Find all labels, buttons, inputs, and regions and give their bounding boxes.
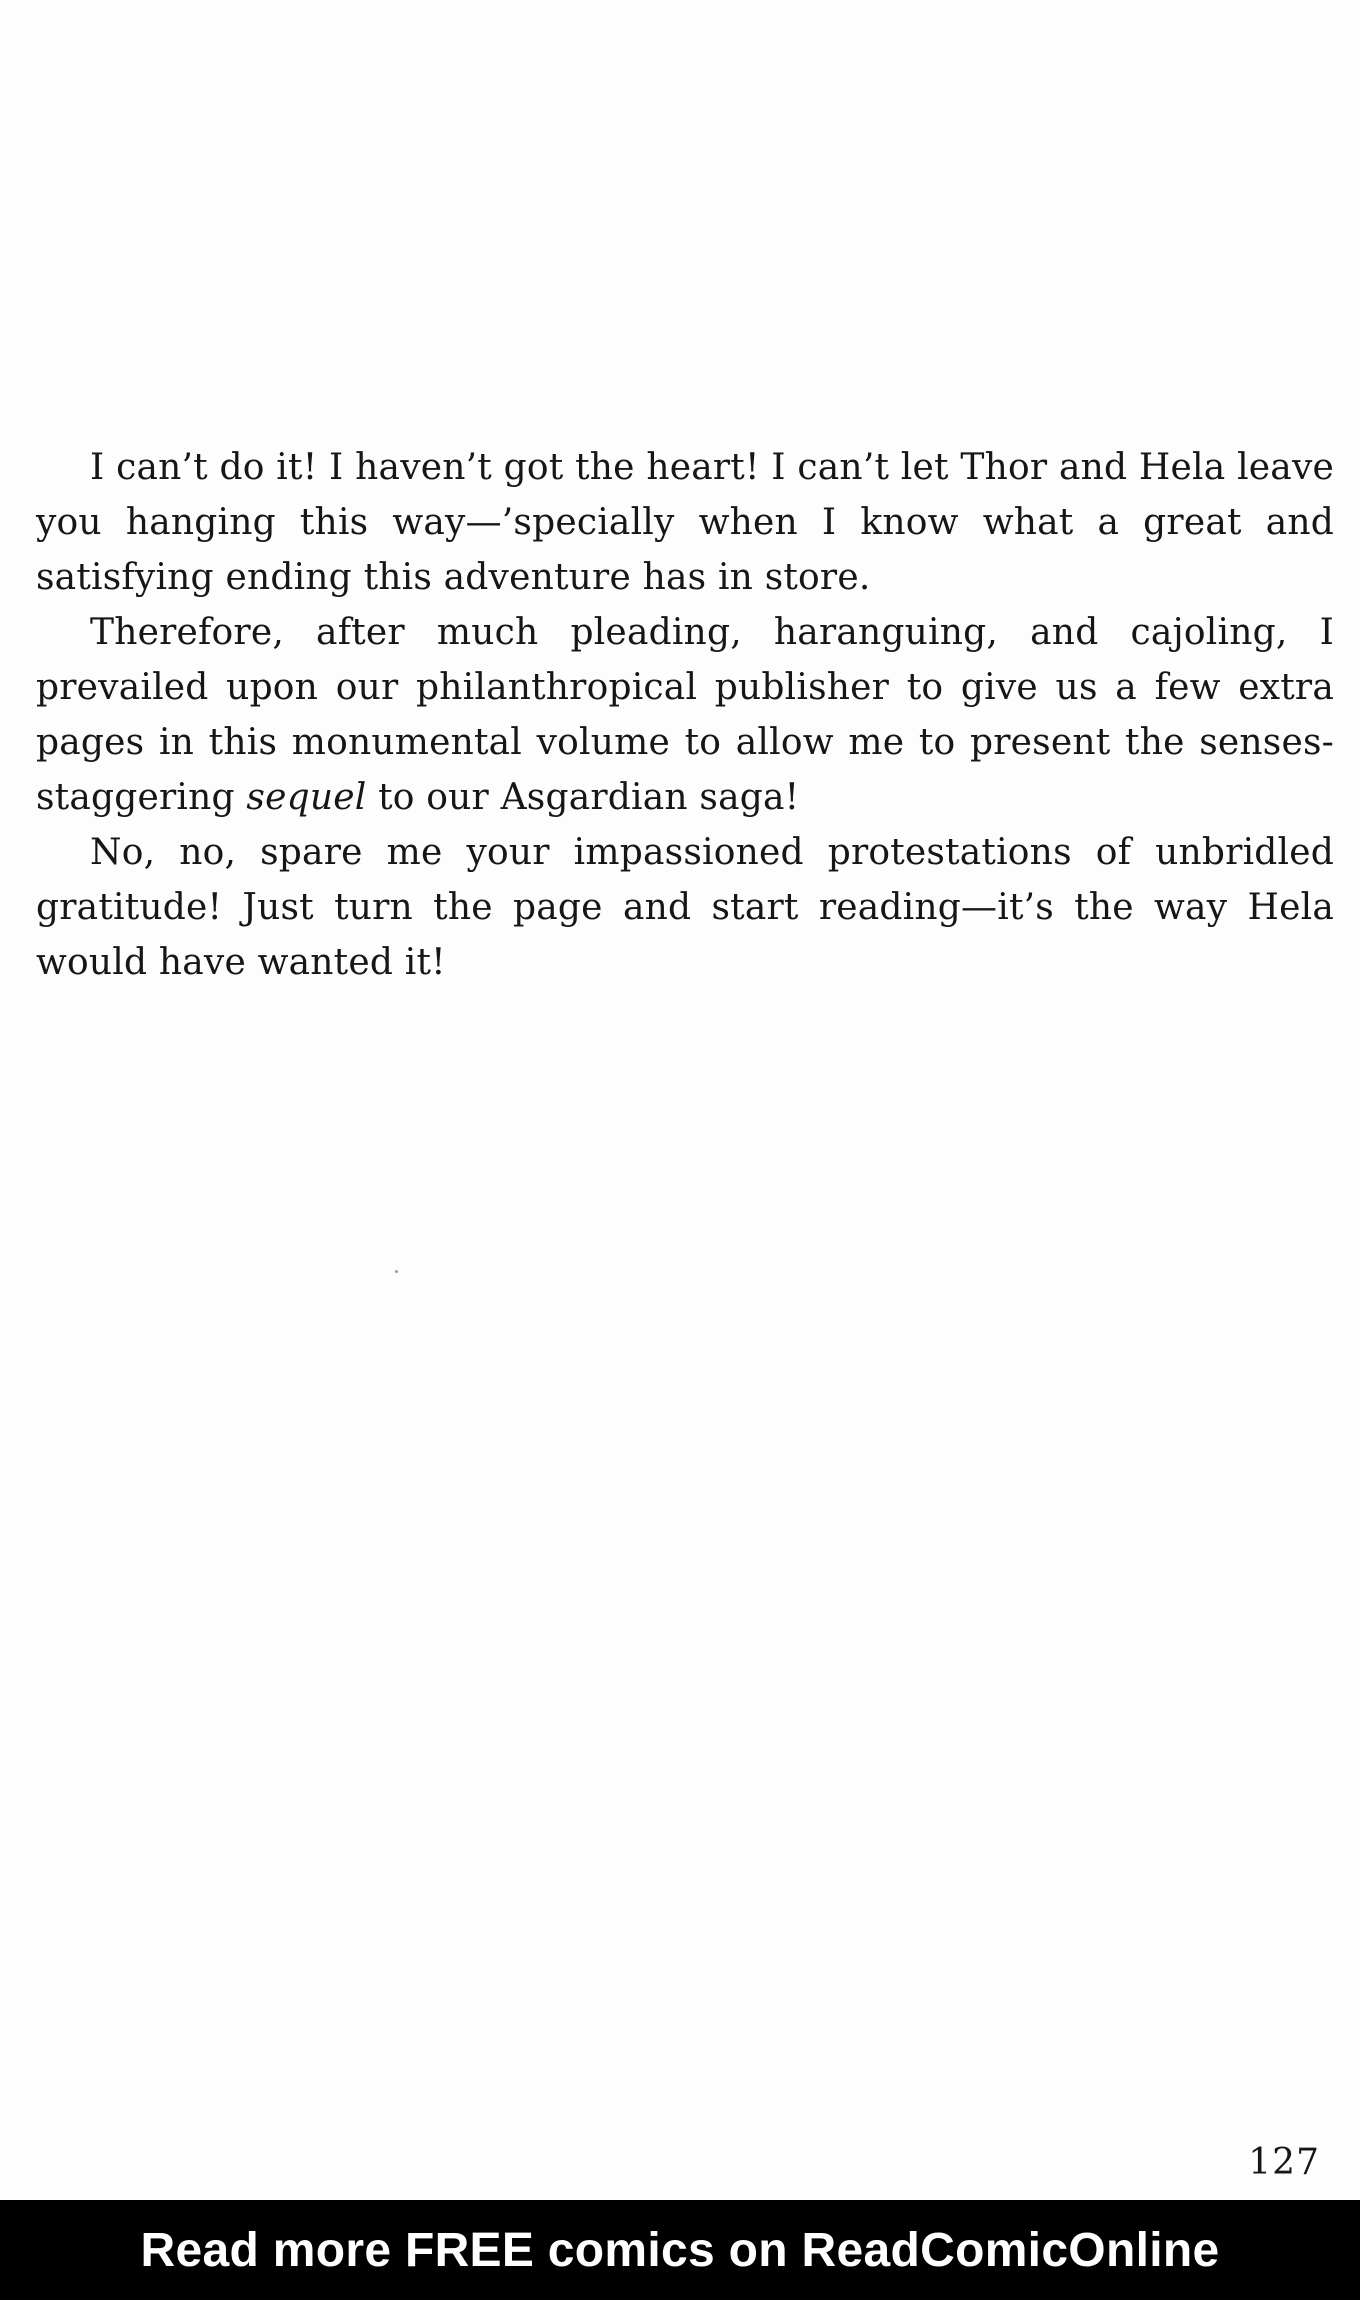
- paragraph-1: [36, 440, 1334, 605]
- paragraph-2-text-after: to our Asgardian saga!: [366, 777, 800, 818]
- paragraph-2: [36, 605, 1334, 825]
- promo-banner[interactable]: [0, 2200, 1360, 2300]
- page-number: 127: [1248, 2142, 1320, 2183]
- paragraph-1-text: I can’t do it! I haven’t got the heart! I can’t let Thor and Hela leave you hanging this way—’specially when I know what a great and satisfying ending this adventure has in store.: [36, 447, 1334, 598]
- paragraph-2-text-before: Therefore, after much pleading, haranguing, and cajoling, I prevailed upon our philanthropical publisher to give us a few extra pages in this monumental volume to allow me to present the senses-staggering: [36, 612, 1334, 818]
- body-text: [36, 440, 1334, 990]
- paragraph-2-emphasis: sequel: [246, 777, 367, 818]
- paragraph-3: [36, 825, 1334, 990]
- paragraph-3-text: No, no, spare me your impassioned protestations of unbridled gratitude! Just turn the page and start reading—it’s the way Hela would have wanted it!: [36, 832, 1334, 983]
- print-speck: [395, 1270, 398, 1273]
- promo-banner-text[interactable]: Read more FREE comics on ReadComicOnline: [140, 2223, 1220, 2277]
